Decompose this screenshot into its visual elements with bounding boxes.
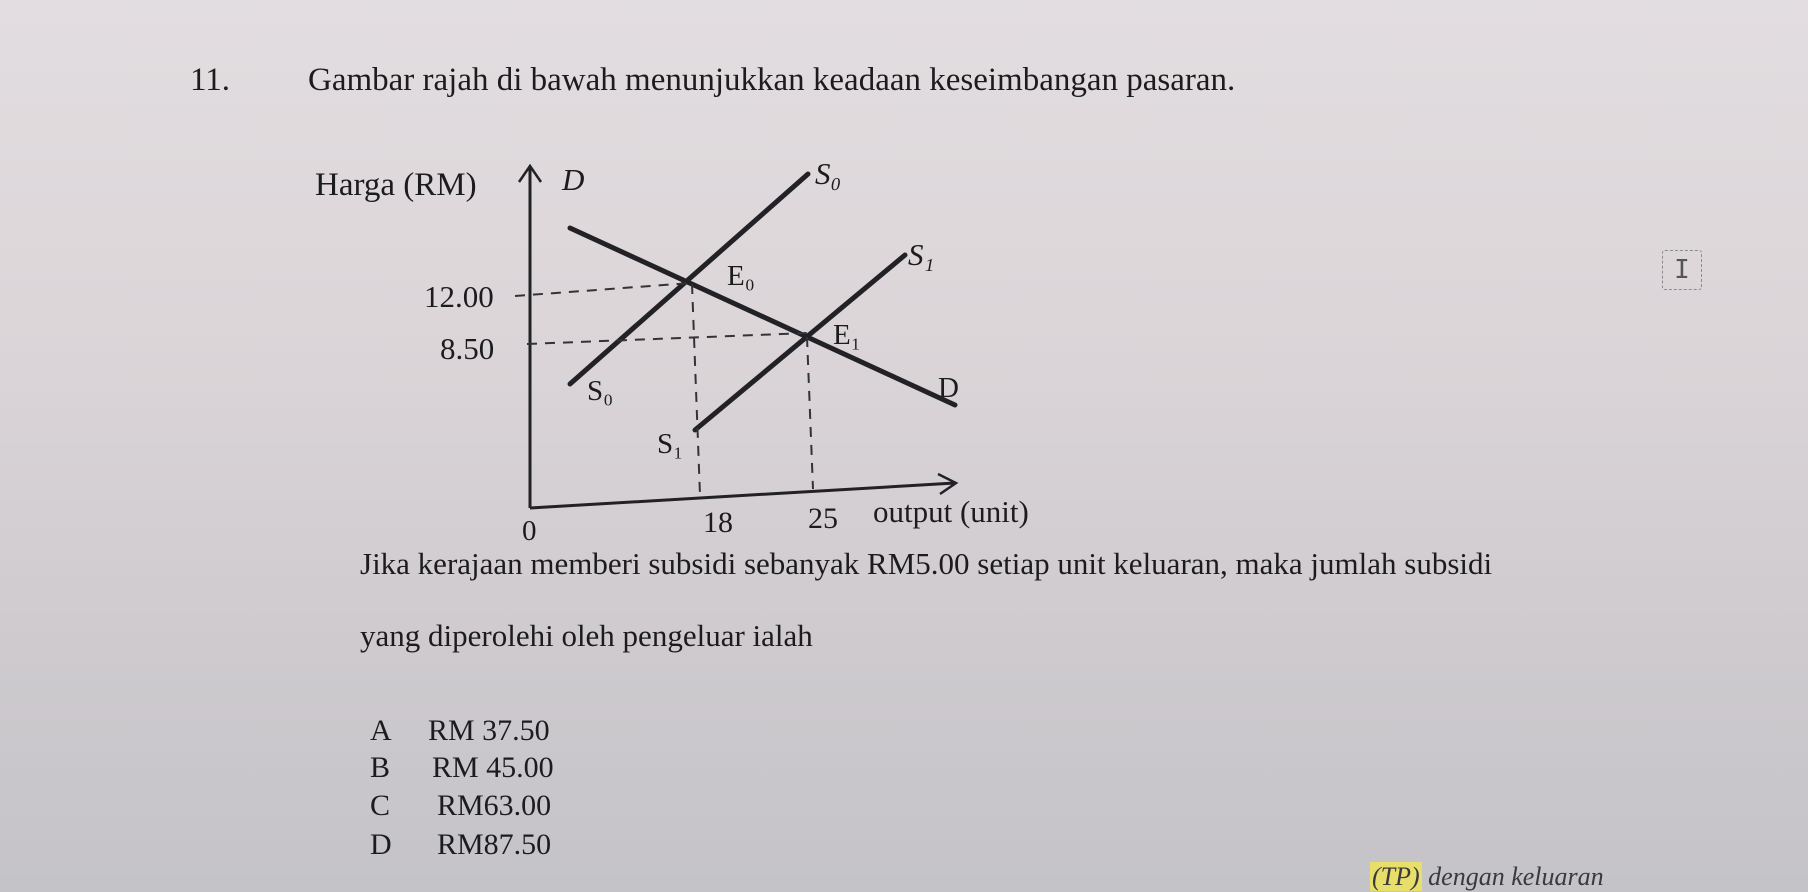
text-cursor-icon: I bbox=[1662, 250, 1702, 290]
option-text: RM 45.00 bbox=[432, 751, 554, 784]
price-guide-8-50 bbox=[527, 333, 808, 344]
question-followup-line2: yang diperolehi oleh pengeluar ialah bbox=[360, 618, 813, 653]
supply-curve-s0 bbox=[570, 174, 808, 384]
supply0-label-bottom: S₀ bbox=[587, 375, 614, 407]
y-axis-label: Harga (RM) bbox=[315, 167, 477, 203]
option-letter: B bbox=[370, 751, 391, 784]
quantity-guide-18 bbox=[692, 284, 700, 495]
x-axis-label: output (unit) bbox=[873, 494, 1029, 529]
quantity-tick-25: 25 bbox=[808, 502, 838, 535]
option-text: RM 37.50 bbox=[428, 714, 550, 747]
option-text: RM87.50 bbox=[437, 828, 552, 861]
quantity-tick-18: 18 bbox=[703, 506, 733, 539]
price-tick-8-50: 8.50 bbox=[440, 331, 495, 366]
price-guide-12 bbox=[515, 283, 691, 296]
option-text: RM63.00 bbox=[437, 789, 552, 822]
supply1-label-top: S₁ bbox=[908, 237, 935, 272]
eq1-label: E₁ bbox=[833, 319, 861, 351]
option-letter: C bbox=[370, 789, 391, 822]
demand-label-top: D bbox=[562, 162, 585, 197]
question-followup-line1: Jika kerajaan memberi subsidi sebanyak RM5.00 setiap unit keluaran, maka jumlah subsidi bbox=[360, 546, 1493, 581]
price-tick-12: 12.00 bbox=[424, 279, 494, 314]
demand-label-bottom: D bbox=[938, 372, 959, 404]
eq0-label: E₀ bbox=[727, 260, 755, 292]
supply0-label-top: S₀ bbox=[815, 156, 842, 191]
supply1-label-bottom: S₁ bbox=[657, 428, 684, 460]
footer-tp: (TP) bbox=[1372, 862, 1420, 891]
origin-label: 0 bbox=[522, 515, 537, 547]
option-letter: A bbox=[370, 714, 392, 747]
option-letter: D bbox=[370, 828, 392, 861]
footer-text bbox=[1370, 862, 1604, 892]
quantity-guide-25 bbox=[807, 337, 813, 489]
footer-rest: dengan keluaran bbox=[1421, 862, 1604, 891]
question-text: Gambar rajah di bawah menunjukkan keadaan keseimbangan pasaran. bbox=[308, 62, 1236, 98]
question-number: 11. bbox=[190, 62, 231, 98]
demand-curve bbox=[570, 228, 955, 405]
